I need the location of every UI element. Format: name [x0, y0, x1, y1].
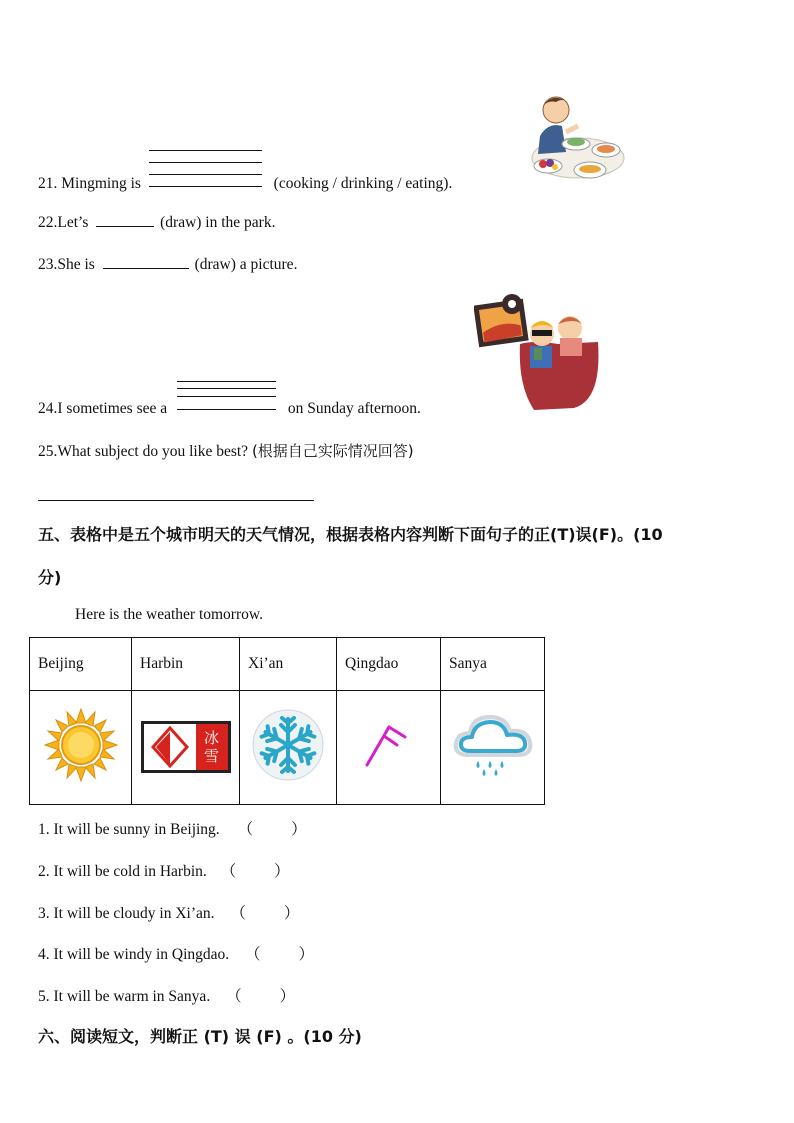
- q22-label: 22.Let’s: [38, 214, 89, 231]
- section5-title-line2: 分): [38, 568, 62, 587]
- q24-label: 24.I sometimes see a: [38, 400, 168, 417]
- wind-flag-icon: [359, 715, 419, 775]
- weather-intro: Here is the weather tomorrow.: [75, 606, 263, 623]
- city-sanya: Sanya: [441, 638, 545, 691]
- xian-weather-cell: [240, 691, 337, 805]
- q21-options: (cooking / drinking / eating).: [273, 175, 453, 192]
- question-25: [38, 440, 414, 461]
- statement-2: 2. It will be cold in Harbin. （ ）: [38, 859, 290, 881]
- city-qingdao: Qingdao: [337, 638, 441, 691]
- q24-tail: on Sunday afternoon.: [287, 400, 421, 417]
- sanya-weather-cell: [441, 691, 545, 805]
- ice-snow-icon: [141, 721, 231, 773]
- beijing-weather-cell: [30, 691, 132, 805]
- city-harbin: Harbin: [132, 638, 240, 691]
- statement-1: 1. It will be sunny in Beijing. （ ）: [38, 817, 307, 839]
- statement-3: 3. It will be cloudy in Xi’an. （ ）: [38, 901, 299, 923]
- answer-paren-3[interactable]: （ ）: [230, 904, 300, 922]
- harbin-sign-char-1: 冰: [203, 728, 219, 747]
- q25-answer-line[interactable]: [38, 500, 314, 501]
- section5-title-line1: 五、表格中是五个城市明天的天气情况，根据表格内容判断下面句子的正(T)误(F)。(10: [38, 525, 663, 544]
- weather-table: [29, 637, 545, 805]
- answer-paren-4[interactable]: （ ）: [245, 945, 315, 963]
- q25-note: (根据自己实际情况回答): [251, 442, 414, 460]
- answer-paren-1[interactable]: （ ）: [237, 820, 307, 838]
- rain-cloud-icon: [450, 709, 536, 781]
- question-24: [38, 397, 421, 418]
- statement-5: 5. It will be warm in Sanya. （ ）: [38, 984, 295, 1006]
- q23-answer-blank[interactable]: [103, 254, 189, 269]
- answer-paren-5[interactable]: （ ）: [226, 987, 296, 1005]
- city-xian: Xi’an: [240, 638, 337, 691]
- snowflake-icon: [250, 707, 326, 783]
- q23-label: 23.She is: [38, 256, 95, 273]
- q21-label: 21. Mingming is: [38, 175, 141, 192]
- boy-eating-illustration: [518, 92, 626, 188]
- sun-icon: [41, 705, 121, 785]
- q21-answer-lines[interactable]: [149, 172, 262, 188]
- qingdao-weather-cell: [337, 691, 441, 805]
- harbin-weather-cell: [132, 691, 240, 805]
- q22-answer-blank[interactable]: [96, 212, 154, 227]
- q22-hint: (draw) in the park.: [160, 214, 276, 231]
- q24-answer-lines[interactable]: [177, 397, 276, 413]
- harbin-sign-char-2: 雪: [203, 746, 219, 765]
- question-21: [38, 172, 452, 193]
- answer-paren-2[interactable]: （ ）: [220, 862, 290, 880]
- question-23: [38, 254, 297, 274]
- section6-title: 六、阅读短文，判断正 (T) 误 (F) 。(10 分): [38, 1027, 362, 1046]
- q23-hint: (draw) a picture.: [194, 256, 298, 273]
- statement-4: 4. It will be windy in Qingdao. （ ）: [38, 942, 314, 964]
- q25-label: 25.What subject do you like best?: [38, 443, 249, 460]
- city-beijing: Beijing: [30, 638, 132, 691]
- question-22: [38, 212, 275, 232]
- kids-watching-film-illustration: [474, 290, 602, 414]
